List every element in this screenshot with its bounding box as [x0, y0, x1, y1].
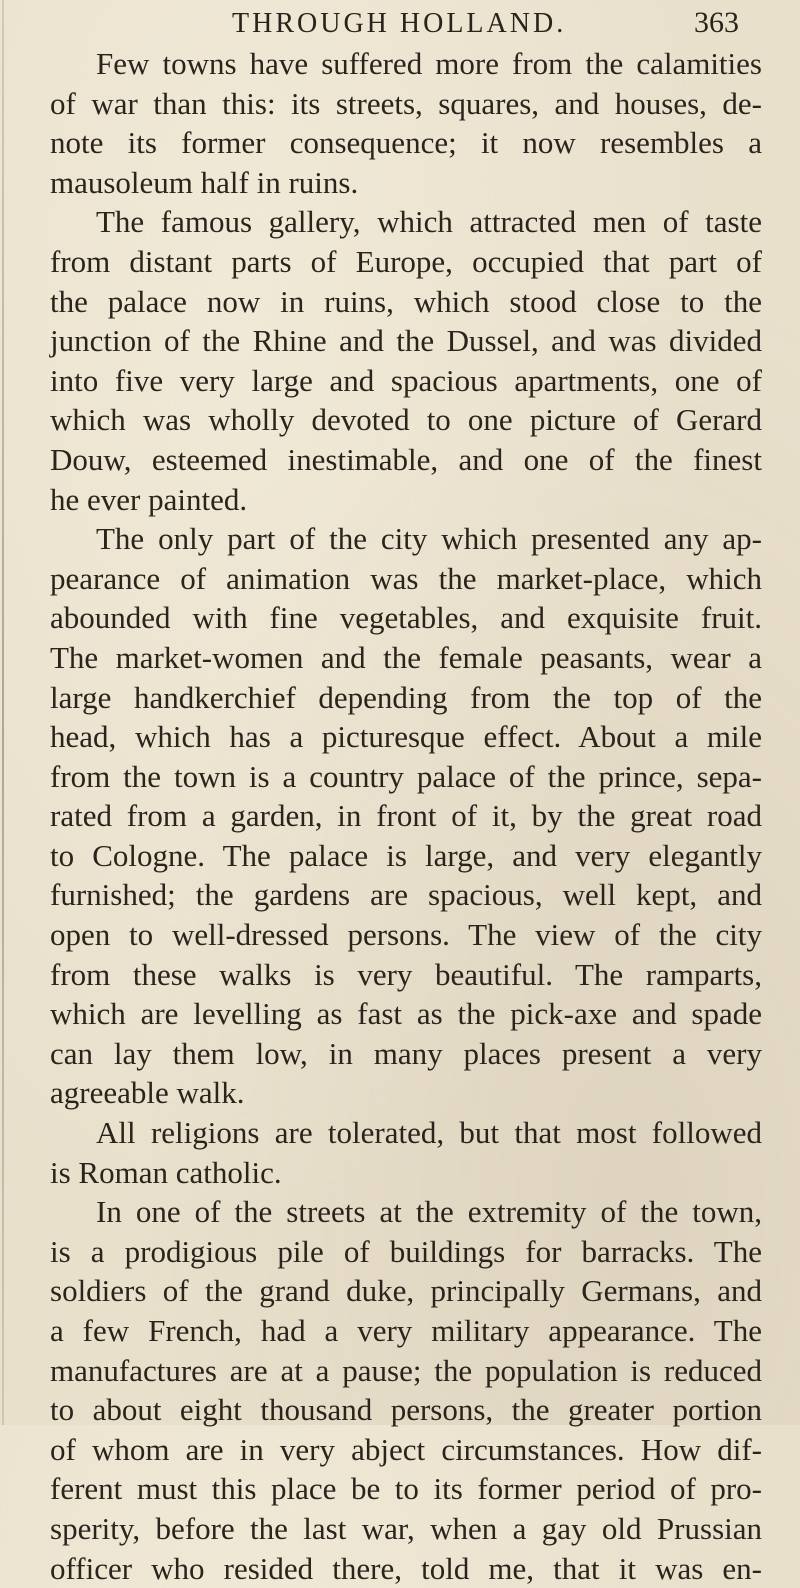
text-line: head, which has a picturesque effect. About a mile	[50, 719, 762, 755]
running-head	[0, 6, 800, 46]
text-line: of whom are in very abject circumstances. How dif-	[50, 1431, 762, 1467]
text-line: pearance of animation was the market-place, which	[50, 560, 762, 596]
page-edge-shadow	[2, 0, 4, 1425]
text-line: officer who resided there, told me, that it was en-	[50, 1550, 762, 1586]
text-line: agreeable walk.	[50, 1075, 245, 1111]
body-text	[50, 44, 762, 1588]
text-line: the palace now in ruins, which stood close to the	[50, 283, 762, 319]
running-title: THROUGH HOLLAND.	[232, 8, 567, 39]
text-line: to about eight thousand persons, the greater portion	[50, 1392, 762, 1428]
text-line: can lay them low, in many places present a very	[50, 1035, 762, 1071]
text-line: rated from a garden, in front of it, by the great road	[50, 798, 762, 834]
text-line: a few French, had a very military appearance. The	[50, 1313, 762, 1348]
text-line: note its former consequence; it now resembles a	[50, 125, 762, 161]
text-line: mausoleum half in ruins.	[50, 164, 359, 200]
text-line: soldiers of the grand duke, principally Germans, and	[50, 1273, 762, 1309]
text-line: manufactures are at a pause; the population is reduced	[50, 1352, 762, 1388]
text-line: into five very large and spacious apartments, one of	[50, 362, 762, 398]
text-line: to Cologne. The palace is large, and very elegantly	[50, 837, 762, 873]
text-line: furnished; the gardens are spacious, well kept, and	[50, 877, 762, 913]
text-line: sperity, before the last war, when a gay old Prussian	[50, 1510, 762, 1546]
text-line: from distant parts of Europe, occupied that part of	[50, 243, 762, 279]
text-line: Few towns have suffered more from the calamities	[96, 46, 762, 81]
text-line: is a prodigious pile of buildings for barracks. The	[50, 1233, 762, 1269]
text-line: from these walks is very beautiful. The ramparts,	[50, 956, 762, 992]
text-line: In one of the streets at the extremity of the town,	[96, 1194, 762, 1230]
text-line: of war than this: its streets, squares, and houses, de-	[50, 85, 762, 121]
text-line: ferent must this place be to its former period of pro-	[50, 1471, 762, 1507]
text-line: from the town is a country palace of the prince, sepa-	[50, 758, 762, 794]
text-line: The only part of the city which presented any ap-	[96, 521, 762, 557]
text-line: All religions are tolerated, but that most followed	[96, 1115, 762, 1151]
text-line: The market-women and the female peasants, wear a	[50, 639, 762, 675]
text-line: open to well-dressed persons. The view of the city	[50, 917, 762, 953]
text-line: he ever painted.	[50, 481, 248, 517]
text-line: which are levelling as fast as the pick-axe and spade	[50, 996, 762, 1032]
text-line: which was wholly devoted to one picture of Gerard	[50, 402, 762, 438]
text-line: junction of the Rhine and the Dussel, and was divided	[50, 323, 762, 359]
text-line: The famous gallery, which attracted men of taste	[96, 204, 762, 240]
text-line: Douw, esteemed inestimable, and one of the finest	[50, 441, 762, 477]
page-number: 363	[694, 6, 739, 39]
text-line: is Roman catholic.	[50, 1154, 282, 1190]
text-line: abounded with fine vegetables, and exquisite fruit.	[50, 600, 762, 636]
text-line: large handkerchief depending from the top of the	[50, 679, 762, 715]
